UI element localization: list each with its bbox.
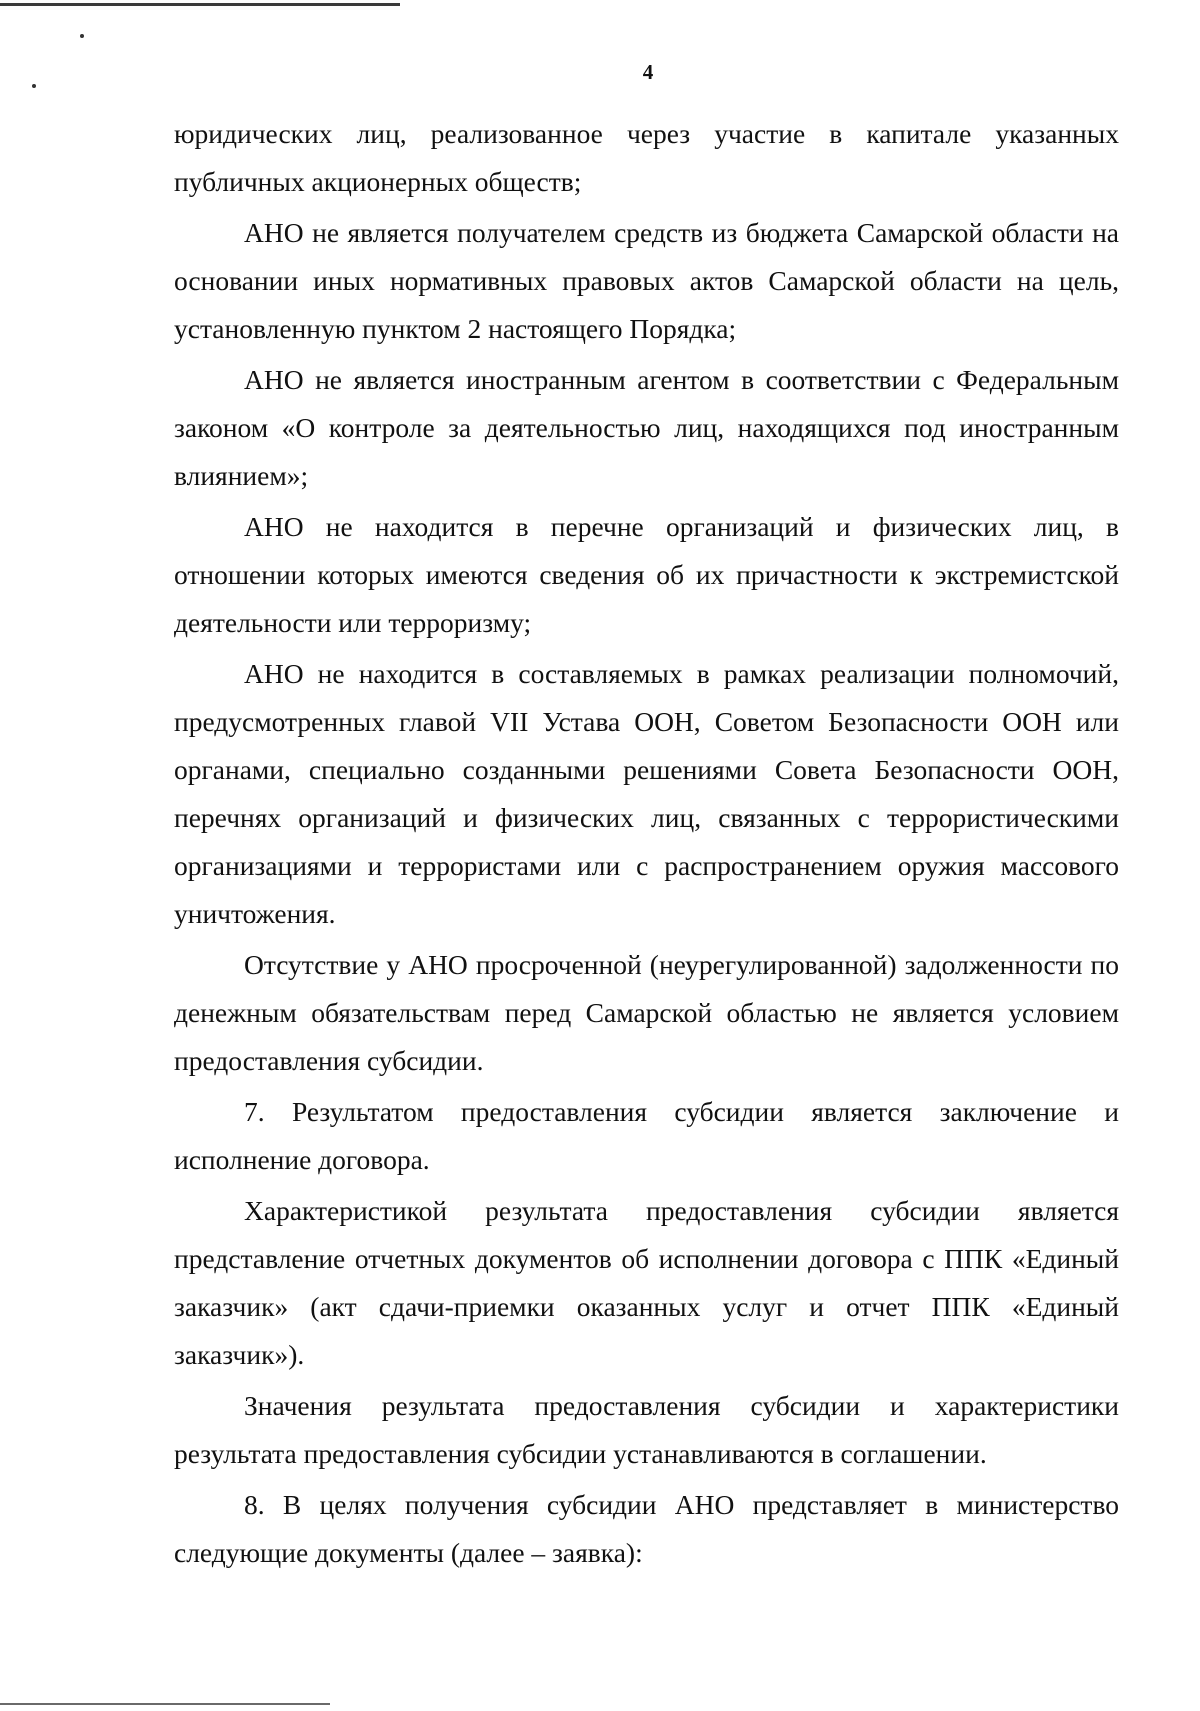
paragraph-item-7-result: 7. Результатом предоставления субсидии является заключение и исполнение договора. — [174, 1096, 1119, 1175]
paragraph-continuation: юридических лиц, реализованное через участие в капитале указанных публичных акционерных обществ; — [174, 118, 1119, 197]
paragraph-extremism-list: АНО не находится в перечне организаций и физических лиц, в отношении которых имеются сведения об их причастности к экстремистской деятельности или терроризму; — [174, 511, 1119, 638]
paragraph-result-values: Значения результата предоставления субсидии и характеристики результата предоставления субсидии устанавливаются в соглашении. — [174, 1390, 1119, 1469]
scan-speck — [80, 34, 84, 38]
paragraph-foreign-agent: АНО не является иностранным агентом в соответствии с Федеральным законом «О контроле за деятельностью лиц, находящихся под иностранным влиянием»; — [174, 364, 1119, 491]
bottom-scan-edge — [0, 1703, 330, 1705]
paragraph-item-8-application: 8. В целях получения субсидии АНО представляет в министерство следующие документы (далее – заявка): — [174, 1489, 1119, 1568]
paragraph-debt-condition: Отсутствие у АНО просроченной (неурегулированной) задолженности по денежным обязательствам перед Самарской областью не является условием предоставления субсидии. — [174, 949, 1119, 1076]
top-scan-edge — [0, 3, 400, 6]
paragraph-budget-recipient: АНО не является получателем средств из бюджета Самарской области на основании иных нормативных правовых актов Самарской области на цель, установленную пунктом 2 настоящего Порядка; — [174, 217, 1119, 344]
page-number: 4 — [642, 60, 654, 84]
document-body — [174, 110, 1119, 1580]
paragraph-un-lists: АНО не находится в составляемых в рамках реализации полномочий, предусмотренных главой VII Устава ООН, Советом Безопасности ООН или органами, специально созданными решениями Совета Безопасности ООН, перечнях организаций и физических лиц, связанных с террористическими организациями и террористами или с распространением оружия массового уничтожения. — [174, 658, 1119, 929]
paragraph-result-characteristic: Характеристикой результата предоставления субсидии является представление отчетных документов об исполнении договора с ППК «Единый заказчик» (акт сдачи-приемки оказанных услуг и отчет ППК «Единый заказчик»). — [174, 1195, 1119, 1370]
